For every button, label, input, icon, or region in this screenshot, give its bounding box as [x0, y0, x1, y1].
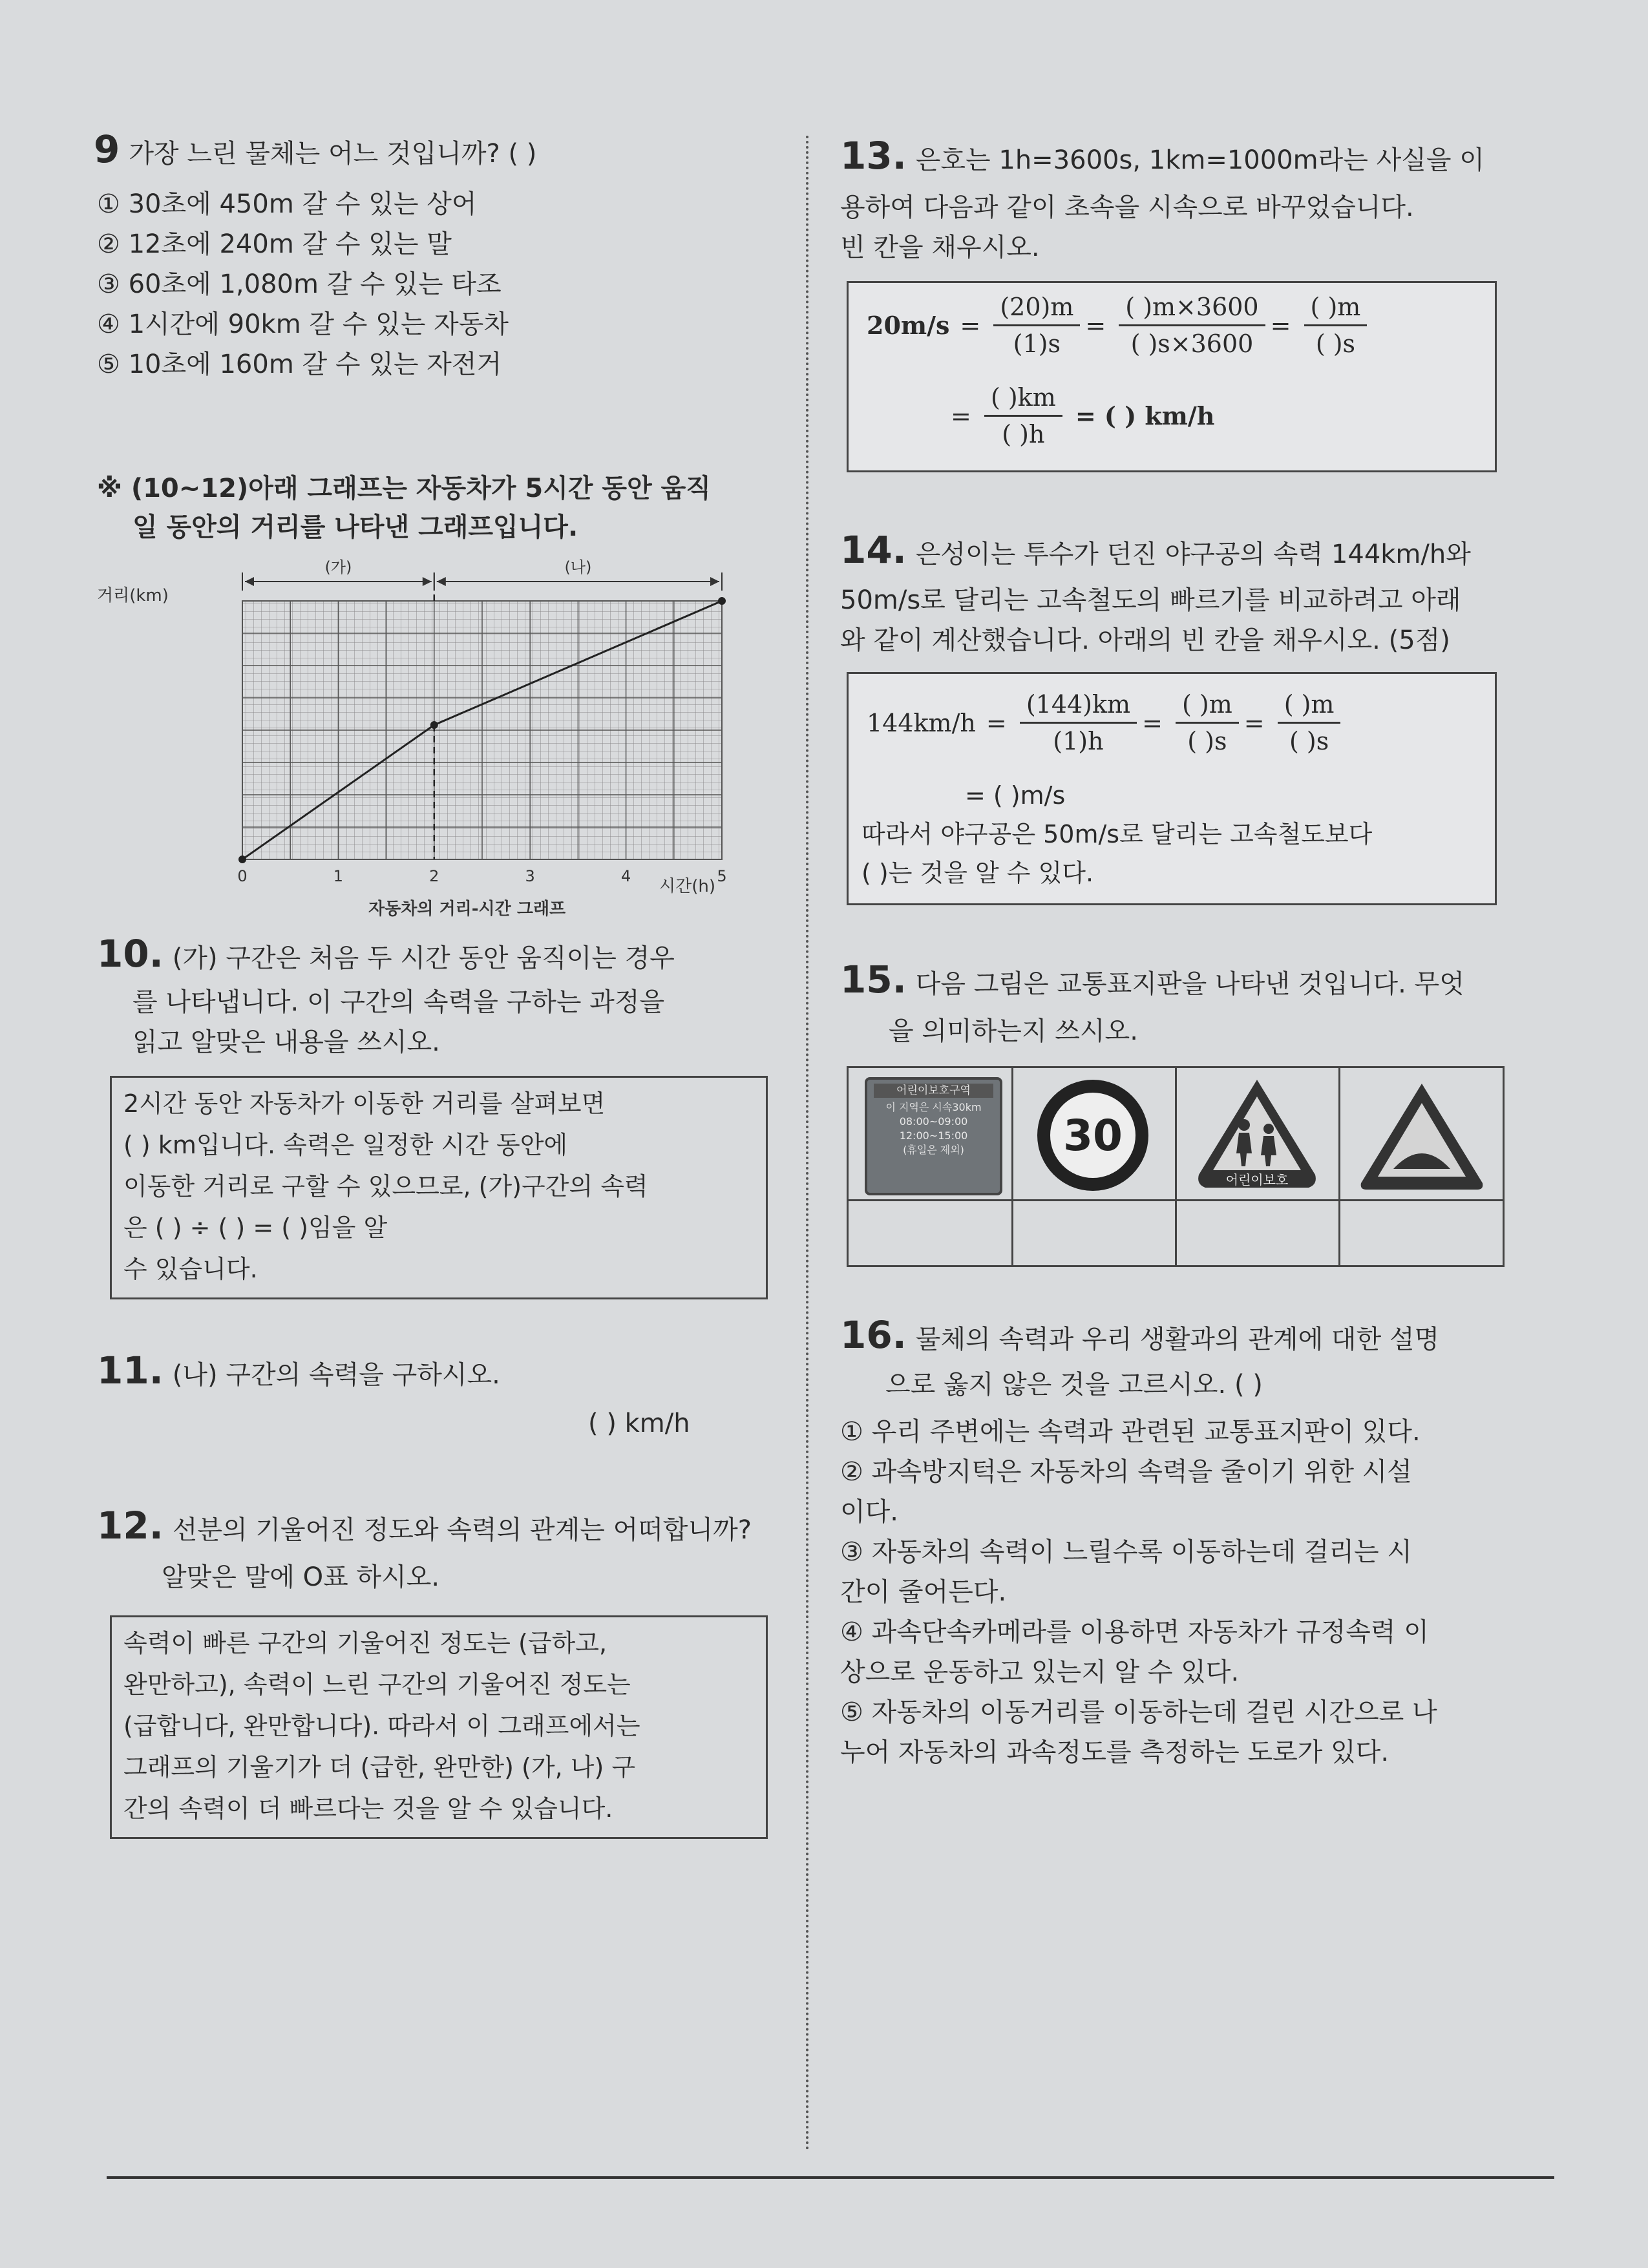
q10-box-line: 수 있습니다. [123, 1255, 258, 1283]
denominator[interactable]: ( )s [1187, 727, 1227, 755]
child-figure-icon [1238, 1119, 1250, 1131]
children-crossing-sign [1191, 1075, 1324, 1197]
q10-box-line: 이동한 거리로 구할 수 있으므로, (가)구간의 속력 [123, 1172, 648, 1201]
q14-number: 14. [840, 528, 907, 572]
numerator[interactable]: ( )km [984, 380, 1062, 417]
q16-option[interactable]: ② 과속방지턱은 자동차의 속력을 줄이기 위한 시설 [840, 1457, 1412, 1487]
q11-answer[interactable]: ( ) km/h [588, 1409, 690, 1438]
section-label: (나) [564, 558, 592, 576]
q16-option[interactable]: ④ 과속단속카메라를 이용하면 자동차가 규정속력 이 [840, 1617, 1429, 1647]
q16-title [840, 1315, 1439, 1360]
q14-speed: 144km/h [867, 708, 976, 737]
q16-option[interactable]: ① 우리 주변에는 속력과 관련된 교통표지판이 있다. [840, 1417, 1421, 1447]
q16-option[interactable]: ③ 자동차의 속력이 느릴수록 이동하는데 걸리는 시 [840, 1537, 1412, 1567]
q16-line-1: 물체의 속력과 우리 생활과의 관계에 대한 설명 [915, 1325, 1440, 1354]
equals: = [960, 311, 981, 340]
q10-box-line[interactable]: ( ) km입니다. 속력은 일정한 시간 동안에 [123, 1131, 568, 1159]
numerator: (20)m [993, 289, 1080, 326]
q12-line-1: 선분의 기울어진 정도와 속력의 관계는 어떠합니까? [172, 1515, 752, 1545]
q10-answer-box [110, 1076, 768, 1299]
q11-question: (나) 구간의 속력을 구하시오. [172, 1360, 500, 1390]
q15-title [840, 960, 1464, 1004]
equals: = [951, 401, 971, 430]
q14-line-1: 은성이는 투수가 던진 야구공의 속력 144km/h와 [915, 540, 1471, 569]
q10-box-line[interactable]: 은 ( ) ÷ ( ) = ( )임을 알 [123, 1213, 388, 1242]
denominator: (1)s [1013, 330, 1061, 358]
arrow-head [710, 577, 719, 586]
q14-formula-box [847, 672, 1497, 905]
q16-option-cont: 누어 자동차의 과속정도를 측정하는 도로가 있다. [840, 1738, 1389, 1767]
q16-option-cont: 상으로 운동하고 있는지 알 수 있다. [840, 1657, 1240, 1687]
q14-conclusion-2[interactable]: ( )는 것을 알 수 있다. [861, 859, 1094, 887]
q13-fraction-1 [993, 289, 1080, 361]
q10-number: 10. [97, 932, 164, 976]
q14-line-3: 와 같이 계산했습니다. 아래의 빈 칸을 채우시오. (5점) [840, 625, 1450, 655]
q12-box-line[interactable]: 속력이 빠른 구간의 기울어진 정도는 (급하고, [123, 1629, 607, 1657]
distance-time-chart [90, 549, 776, 924]
numerator[interactable]: ( )m×3600 [1119, 289, 1265, 326]
x-tick-label: 2 [429, 867, 439, 885]
q13-fraction-4[interactable] [984, 380, 1062, 452]
sign-text: 이 지역은 시속30km [885, 1101, 982, 1113]
speed-bump-sign [1356, 1080, 1488, 1193]
x-tick-label: 5 [717, 867, 727, 885]
q12-number: 12. [97, 1504, 164, 1548]
q9-option[interactable]: ③ 60초에 1,080m 갈 수 있는 타조 [97, 269, 502, 299]
q9-options [97, 184, 509, 384]
denominator: (1)h [1053, 727, 1104, 755]
equals: = [1243, 708, 1265, 737]
q16-option-cont: 간이 줄어든다. [840, 1577, 1007, 1607]
q12-answer-box [110, 1615, 768, 1839]
q16-options [840, 1412, 1437, 1772]
q10-line-2: 를 나타냅니다. 이 구간의 속력을 구하는 과정을 [132, 987, 665, 1017]
child-figure-icon [1263, 1124, 1274, 1134]
q14-fraction-1 [1020, 687, 1137, 759]
q16-line-2: 으로 옳지 않은 것을 고르시오. ( ) [885, 1370, 1263, 1400]
q13-formula-box [847, 281, 1497, 472]
q11-title [97, 1350, 500, 1395]
q12-title [97, 1506, 752, 1550]
q15-line-2: 을 의미하는지 쓰시오. [889, 1016, 1138, 1046]
q15-line-1: 다음 그림은 교통표지판을 나타낸 것입니다. 무엇 [915, 969, 1464, 999]
q9-option[interactable]: ⑤ 10초에 160m 갈 수 있는 자전거 [97, 350, 502, 379]
x-tick-label: 3 [525, 867, 535, 885]
equals: = [986, 708, 1007, 737]
intro-line-2: 일 동안의 거리를 나타낸 그래프입니다. [132, 512, 578, 542]
speed-limit-sign [1028, 1076, 1157, 1195]
q13-line-3: 빈 칸을 채우시오. [840, 233, 1040, 262]
numerator[interactable]: ( )m [1278, 687, 1341, 724]
q16-number: 16. [840, 1313, 907, 1357]
q9-option[interactable]: ① 30초에 450m 갈 수 있는 상어 [97, 189, 477, 219]
q13-number: 13. [840, 134, 907, 178]
sign-text: 08:00~09:00 [899, 1115, 968, 1128]
q14-result[interactable]: = ( )m/s [965, 781, 1066, 810]
speed-limit-number: 30 [1063, 1111, 1123, 1160]
sign-text: 어린이보호구역 [874, 1084, 993, 1098]
q13-speed: 20m/s [867, 311, 950, 340]
q9-option[interactable]: ④ 1시간에 90km 갈 수 있는 자동차 [97, 310, 509, 339]
equals: = [1142, 708, 1163, 737]
q15-sign-table [847, 1066, 1505, 1267]
section-label: (가) [324, 558, 352, 576]
x-tick-label: 4 [620, 867, 631, 885]
q10-title [97, 934, 675, 978]
sign-text: (휴일은 제외) [903, 1144, 964, 1156]
q12-box-line: 간의 속력이 더 빠르다는 것을 알 수 있습니다. [123, 1794, 613, 1823]
x-tick-label: 0 [237, 867, 248, 885]
q9-title [94, 129, 536, 174]
q10-line-1: (가) 구간은 처음 두 시간 동안 움직이는 경우 [172, 943, 675, 973]
sign-text: 12:00~15:00 [899, 1129, 968, 1142]
y-axis-label: 거리(km) [97, 586, 169, 605]
q12-box-line[interactable]: 그래프의 기울기가 더 (급한, 완만한) (가, 나) 구 [123, 1753, 636, 1781]
q9-number: 9 [94, 127, 120, 171]
x-axis-label: 시간(h) [659, 877, 715, 896]
q13-line-1: 은호는 1h=3600s, 1km=1000m라는 사실을 이 [915, 145, 1484, 175]
q12-box-line[interactable]: (급합니다, 완만합니다). 따라서 이 그래프에서는 [123, 1712, 640, 1740]
q14-conclusion-1: 따라서 야구공은 50m/s로 달리는 고속철도보다 [861, 820, 1373, 848]
denominator[interactable]: ( )h [1002, 420, 1045, 448]
data-point [718, 597, 726, 605]
q12-line-2: 알맞은 말에 O표 하시오. [162, 1562, 440, 1592]
denominator[interactable]: ( )s×3600 [1130, 330, 1254, 358]
q10-box-line: 2시간 동안 자동차가 이동한 거리를 살펴보면 [123, 1089, 606, 1118]
q9-question: 가장 느린 물체는 어느 것입니까? ( ) [129, 139, 537, 169]
numerator[interactable]: ( )m [1304, 289, 1368, 326]
q12-box-line[interactable]: 완만하고), 속력이 느린 구간의 기울어진 정도는 [123, 1670, 631, 1699]
denominator[interactable]: ( )s [1315, 330, 1356, 358]
sign-caption: 어린이보호 [1225, 1172, 1289, 1188]
q9-option[interactable]: ② 12초에 240m 갈 수 있는 말 [97, 229, 452, 259]
q11-number: 11. [97, 1349, 164, 1392]
data-point [238, 856, 246, 863]
numerator: (144)km [1020, 687, 1137, 724]
q13-fraction-3[interactable] [1304, 289, 1368, 361]
column-divider [806, 136, 808, 2152]
x-tick-label: 1 [333, 867, 344, 885]
denominator[interactable]: ( )s [1289, 727, 1329, 755]
q13-fraction-2[interactable] [1119, 289, 1265, 361]
school-zone-sign [865, 1077, 1002, 1195]
q14-fraction-3[interactable] [1278, 687, 1341, 759]
arrow-head [423, 577, 432, 586]
q13-title [840, 136, 1484, 180]
q13-line-2: 용하여 다음과 같이 초속을 시속으로 바꾸었습니다. [840, 193, 1414, 222]
q14-title [840, 530, 1471, 574]
q13-result[interactable]: = ( ) km/h [1075, 401, 1215, 430]
q14-fraction-2[interactable] [1176, 687, 1239, 759]
q16-option[interactable]: ⑤ 자동차의 이동거리를 이동하는데 걸린 시간으로 나 [840, 1697, 1437, 1727]
arrow-head [437, 577, 446, 586]
arrow-head [245, 577, 254, 586]
data-point [430, 721, 438, 729]
q15-number: 15. [840, 958, 907, 1002]
equals: = [1085, 311, 1106, 340]
q10-line-3: 읽고 알맞은 내용을 쓰시오. [132, 1027, 440, 1057]
q14-line-2: 50m/s로 달리는 고속철도의 빠르기를 비교하려고 아래 [840, 585, 1461, 615]
intro-line-1: ※ (10~12)아래 그래프는 자동차가 5시간 동안 움직 [97, 474, 711, 503]
numerator[interactable]: ( )m [1176, 687, 1239, 724]
bottom-rule [107, 2176, 1554, 2179]
q16-option-cont: 이다. [840, 1497, 898, 1527]
equals: = [1270, 311, 1291, 340]
chart-title: 자동차의 거리-시간 그래프 [368, 899, 566, 919]
